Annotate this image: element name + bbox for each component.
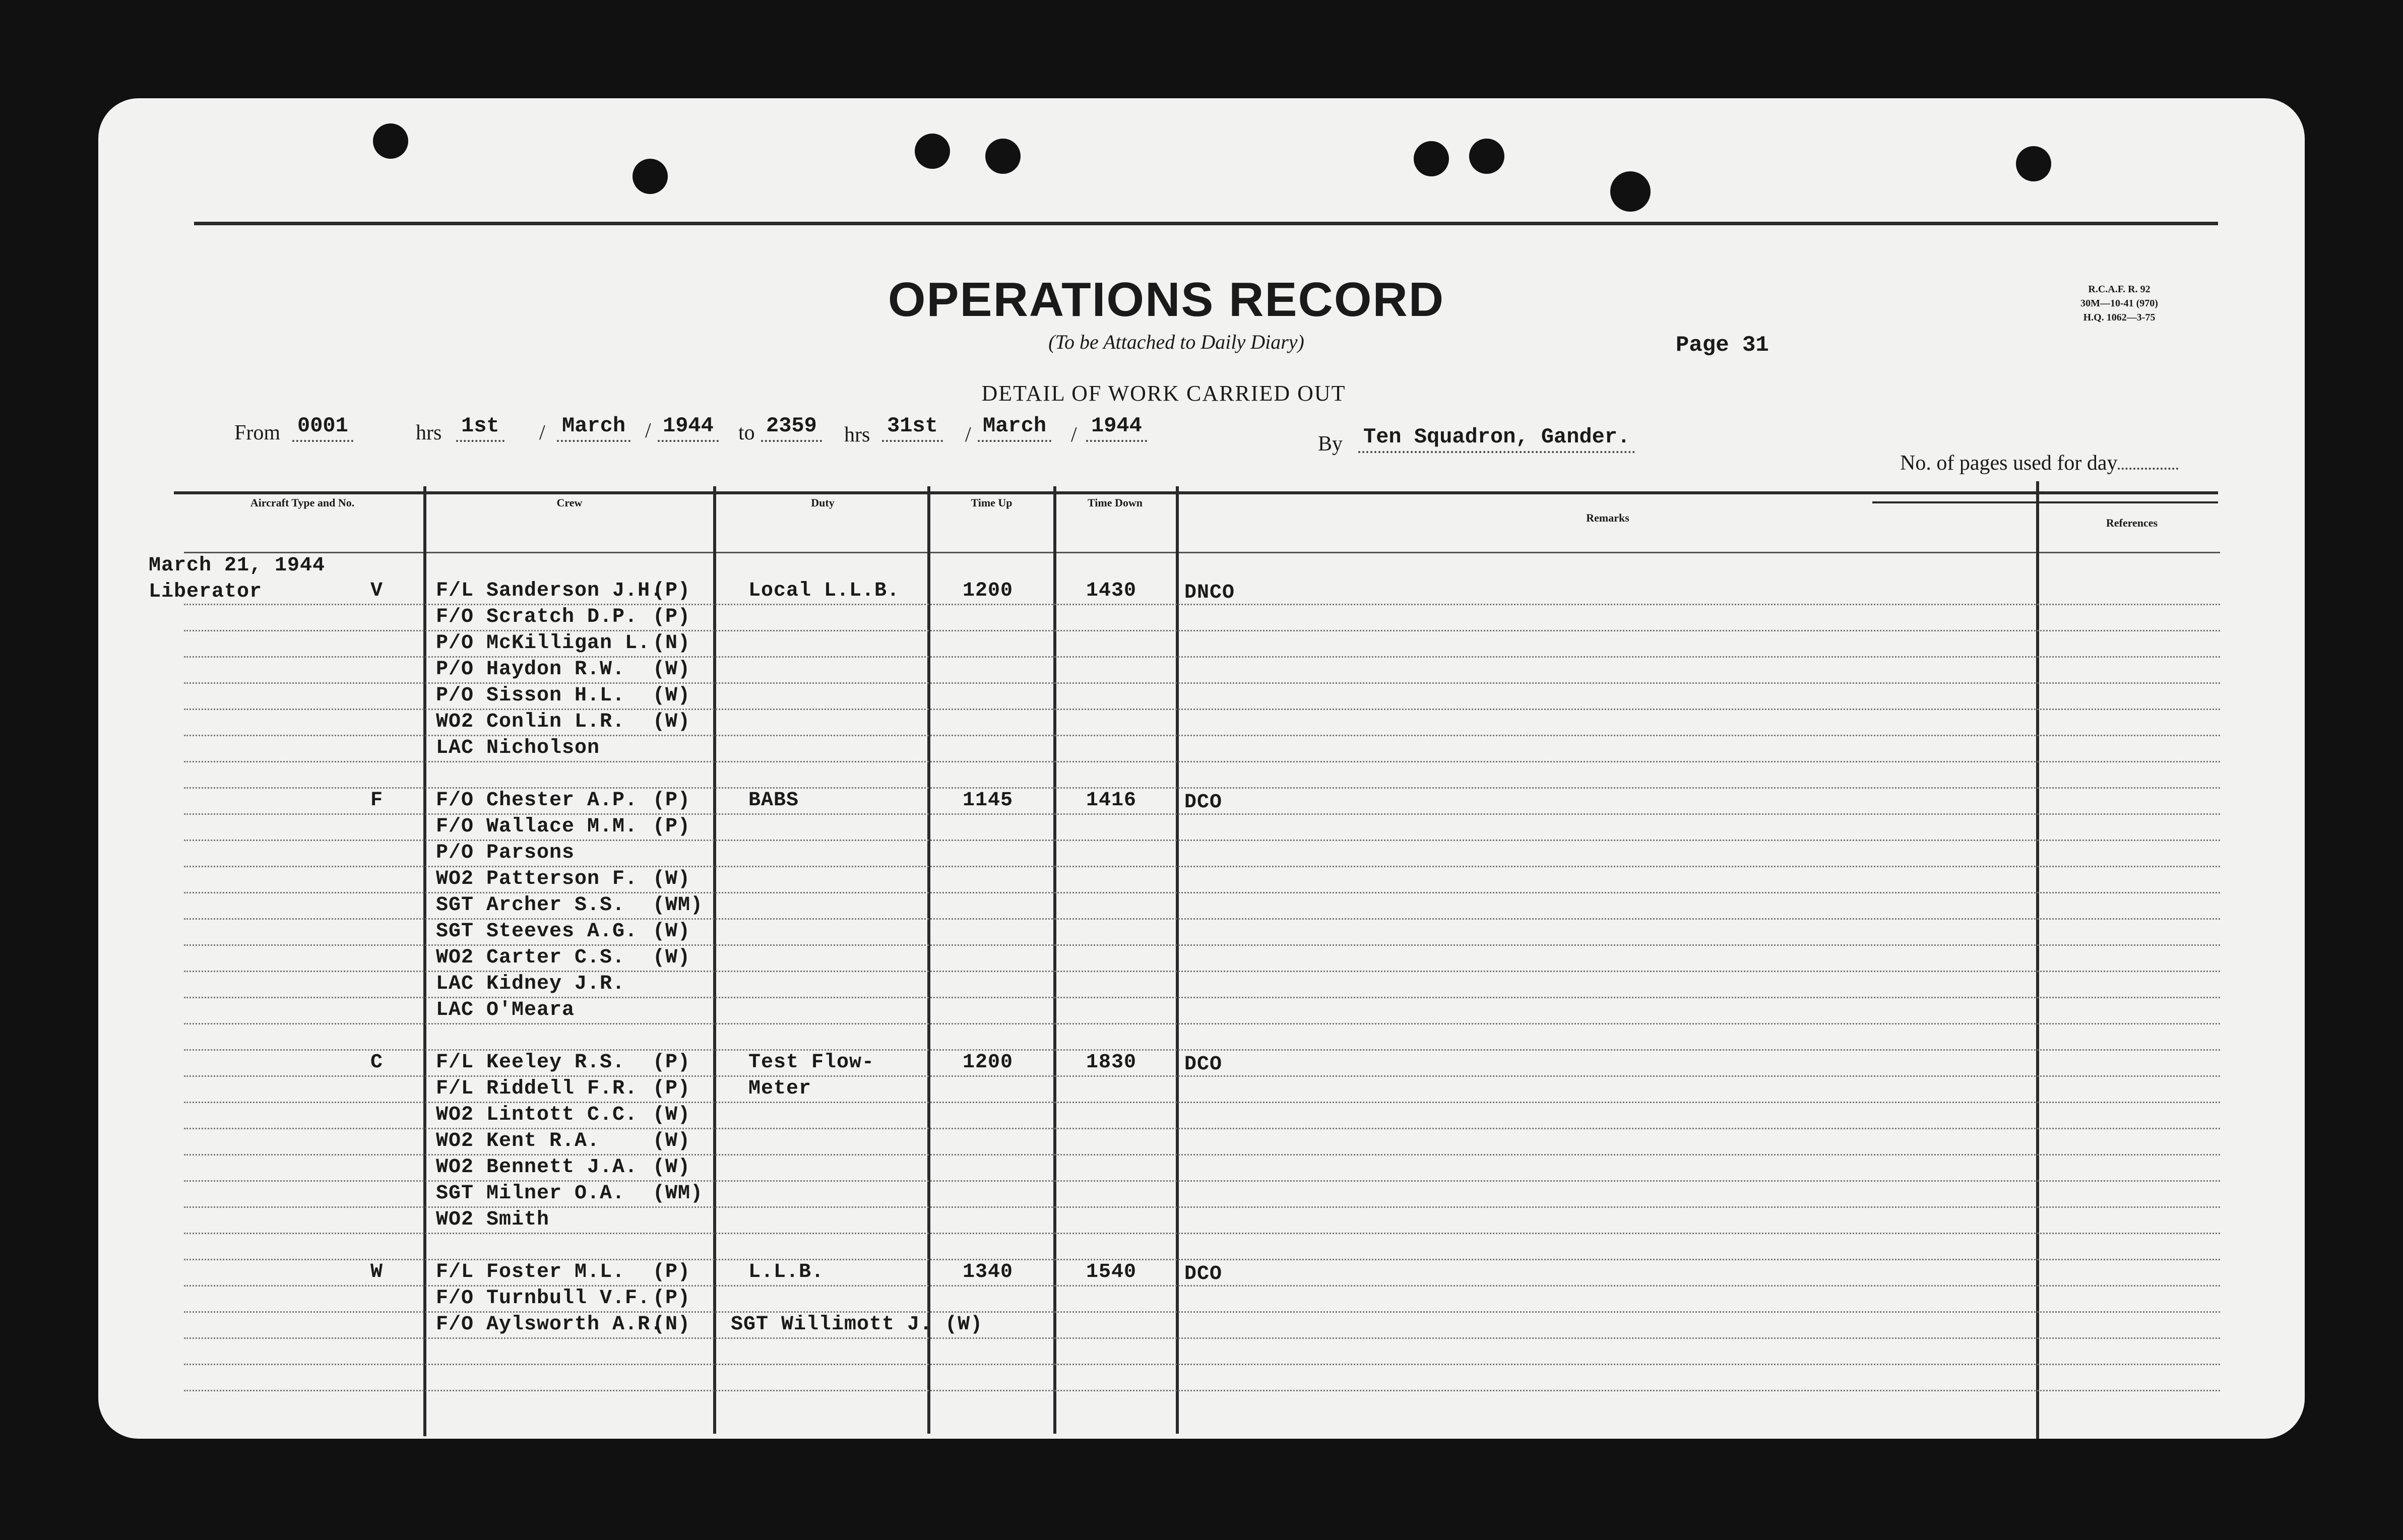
pages-used: No. of pages used for day — [1900, 451, 2178, 475]
ruled-line — [184, 656, 2220, 658]
ruled-line — [184, 735, 2220, 736]
time-up: 1340 — [963, 1261, 1014, 1284]
punch-hole — [1469, 139, 1504, 174]
col-divider — [713, 486, 716, 1434]
col-header-references: References — [2106, 517, 2158, 529]
ruled-line — [184, 682, 2220, 684]
time-up: 1200 — [963, 580, 1014, 602]
crew-member-name: WO2 Conlin L.R. — [436, 711, 625, 733]
crew-member-role: (W) — [653, 711, 691, 733]
crew-member-role: (W) — [653, 920, 691, 943]
hrs-label: hrs — [416, 421, 442, 444]
crew-member-role: (P) — [653, 789, 691, 812]
crew-member-name: WO2 Patterson F. — [436, 868, 638, 890]
form-reference: R.C.A.F. R. 92 30M—10-41 (970) H.Q. 1062—3-75 — [2080, 284, 2158, 323]
crew-member-role: (W) — [653, 868, 691, 890]
duty-text: SGT Willimott J. (W) — [731, 1313, 983, 1336]
duty-text: Meter — [748, 1077, 812, 1100]
punch-hole — [1610, 171, 1651, 212]
crew-member-name: F/O Wallace M.M. — [436, 815, 638, 838]
detail-heading: DETAIL OF WORK CARRIED OUT — [981, 381, 1346, 406]
crew-member-name: F/L Sanderson J.H. — [436, 580, 663, 602]
crew-member-role: (P) — [653, 1261, 691, 1284]
by-unit: Ten Squadron, Gander. — [1358, 425, 1635, 453]
time-up: 1200 — [963, 1051, 1014, 1074]
crew-member-role: (WM) — [653, 1182, 704, 1205]
time-up: 1145 — [963, 789, 1014, 812]
crew-member-name: P/O Parsons — [436, 842, 575, 864]
ruled-line — [184, 813, 2220, 815]
crew-member-name: WO2 Carter C.S. — [436, 946, 625, 969]
from-month: March — [557, 414, 630, 442]
punch-hole — [985, 139, 1021, 174]
col-divider — [423, 486, 426, 1436]
crew-member-name: P/O McKilligan L. — [436, 632, 651, 655]
crew-member-role: (WM) — [653, 894, 704, 917]
ruled-line — [184, 1364, 2220, 1365]
ruled-line — [184, 787, 2220, 789]
ruled-line — [184, 944, 2220, 946]
crew-member-role: (W) — [653, 946, 691, 969]
punch-hole — [373, 123, 408, 159]
crew-member-role: (W) — [653, 1156, 691, 1179]
crew-member-role: (P) — [653, 580, 691, 602]
crew-member-role: (P) — [653, 606, 691, 628]
crew-member-name: WO2 Lintott C.C. — [436, 1104, 638, 1126]
time-down: 1416 — [1086, 789, 1137, 812]
to-day: 31st — [882, 414, 943, 442]
crew-member-name: F/L Riddell F.R. — [436, 1077, 638, 1100]
crew-member-role: (W) — [653, 684, 691, 707]
time-down: 1540 — [1086, 1261, 1137, 1284]
ruled-line — [184, 1128, 2220, 1129]
ruled-line — [184, 1206, 2220, 1208]
col-header-time-up: Time Up — [971, 496, 1013, 509]
form-subtitle: (To be Attached to Daily Diary) — [1048, 331, 1304, 353]
ruled-line — [184, 1390, 2220, 1391]
ruled-line — [184, 1285, 2220, 1287]
crew-member-role: (P) — [653, 1077, 691, 1100]
crew-member-name: F/O Aylsworth A.R. — [436, 1313, 663, 1336]
form-title: OPERATIONS RECORD — [888, 273, 1445, 327]
crew-member-role: (W) — [653, 1104, 691, 1126]
remarks-text: DCO — [1184, 791, 1223, 814]
ruled-line — [184, 1337, 2220, 1339]
col-header-duty: Duty — [811, 496, 835, 509]
period-line: From 0001 hrs 1st / March / 1944 to 2359 hrs 31st / March / 1944 By Ten Squadron, Gander. — [234, 421, 2250, 461]
ruled-line — [184, 971, 2220, 972]
crew-member-name: LAC O'Meara — [436, 999, 575, 1021]
aircraft-type: Liberator — [149, 581, 263, 603]
ruled-line — [184, 918, 2220, 920]
record-date: March 21, 1944 — [149, 554, 326, 577]
ruled-line — [184, 1102, 2220, 1103]
from-day: 1st — [456, 414, 504, 442]
crew-member-role: (N) — [653, 1313, 691, 1336]
ruled-line — [184, 1154, 2220, 1156]
duty-text: Local L.L.B. — [748, 580, 900, 602]
to-time: 2359 — [761, 414, 822, 442]
col-divider — [2036, 481, 2039, 1439]
crew-member-name: P/O Haydon R.W. — [436, 658, 625, 681]
crew-member-name: WO2 Kent R.A. — [436, 1130, 600, 1152]
from-year: 1944 — [658, 414, 719, 442]
crew-member-role: (P) — [653, 1287, 691, 1310]
crew-member-name: F/O Turnbull V.F. — [436, 1287, 651, 1310]
crew-member-name: F/L Keeley R.S. — [436, 1051, 625, 1074]
crew-member-name: P/O Sisson H.L. — [436, 684, 625, 707]
ruled-line — [184, 1259, 2220, 1260]
crew-member-name: F/L Foster M.L. — [436, 1261, 625, 1284]
duty-text: Test Flow- — [748, 1051, 875, 1074]
ruled-line — [184, 1180, 2220, 1182]
ruled-line — [184, 1023, 2220, 1024]
ruled-line — [184, 892, 2220, 893]
col-header-time-down: Time Down — [1088, 496, 1143, 509]
crew-member-role: (W) — [653, 1130, 691, 1152]
crew-member-name: WO2 Smith — [436, 1208, 550, 1231]
remarks-text: DCO — [1184, 1263, 1223, 1286]
col-divider — [1176, 486, 1179, 1434]
punch-hole — [633, 159, 668, 194]
duty-text: BABS — [748, 789, 799, 812]
punch-hole — [1414, 141, 1449, 176]
top-rule — [194, 222, 2218, 225]
aircraft-letter: V — [370, 580, 384, 602]
to-month: March — [978, 414, 1051, 442]
ruled-line — [184, 1311, 2220, 1313]
crew-member-name: LAC Nicholson — [436, 737, 600, 759]
from-time: 0001 — [292, 414, 353, 442]
to-year: 1944 — [1086, 414, 1147, 442]
by-label: By — [1318, 432, 1343, 456]
punch-hole — [2016, 146, 2051, 181]
crew-member-role: (W) — [653, 658, 691, 681]
punch-hole — [915, 134, 950, 169]
col-header-aircraft: Aircraft Type and No. — [250, 496, 355, 509]
crew-member-role: (P) — [653, 815, 691, 838]
crew-member-role: (N) — [653, 632, 691, 655]
col-header-crew: Crew — [556, 496, 583, 509]
time-down: 1430 — [1086, 580, 1137, 602]
ruled-line — [184, 604, 2220, 605]
ruled-line — [184, 709, 2220, 710]
crew-member-name: SGT Milner O.A. — [436, 1182, 625, 1205]
crew-member-name: SGT Steeves A.G. — [436, 920, 638, 943]
ruled-line — [184, 630, 2220, 631]
col-divider — [927, 486, 930, 1434]
crew-member-name: F/O Chester A.P. — [436, 789, 638, 812]
crew-member-name: F/O Scratch D.P. — [436, 606, 638, 628]
duty-text: L.L.B. — [748, 1261, 825, 1284]
ruled-line — [184, 1233, 2220, 1234]
ruled-line — [184, 761, 2220, 762]
crew-member-name: WO2 Bennett J.A. — [436, 1156, 638, 1179]
remarks-text: DNCO — [1184, 582, 1235, 604]
ruled-line — [184, 1049, 2220, 1051]
page-number: Page 31 — [1676, 333, 1769, 358]
aircraft-letter: C — [370, 1051, 384, 1074]
ruled-line — [184, 866, 2220, 867]
ruled-line — [184, 997, 2220, 998]
aircraft-letter: W — [370, 1261, 384, 1284]
ruled-line — [184, 1075, 2220, 1077]
header-underline — [184, 552, 2220, 553]
operations-record-form — [98, 98, 2305, 1439]
aircraft-letter: F — [370, 789, 384, 812]
crew-member-name: SGT Archer S.S. — [436, 894, 625, 917]
to-label: to — [738, 421, 755, 444]
from-label: From — [234, 421, 281, 444]
crew-member-role: (P) — [653, 1051, 691, 1074]
time-down: 1830 — [1086, 1051, 1137, 1074]
ruled-line — [184, 840, 2220, 841]
remarks-text: DCO — [1184, 1053, 1223, 1076]
crew-member-name: LAC Kidney J.R. — [436, 973, 625, 995]
col-header-remarks: Remarks — [1586, 511, 1629, 524]
col-divider — [1053, 486, 1056, 1434]
operations-table — [149, 486, 2220, 1439]
